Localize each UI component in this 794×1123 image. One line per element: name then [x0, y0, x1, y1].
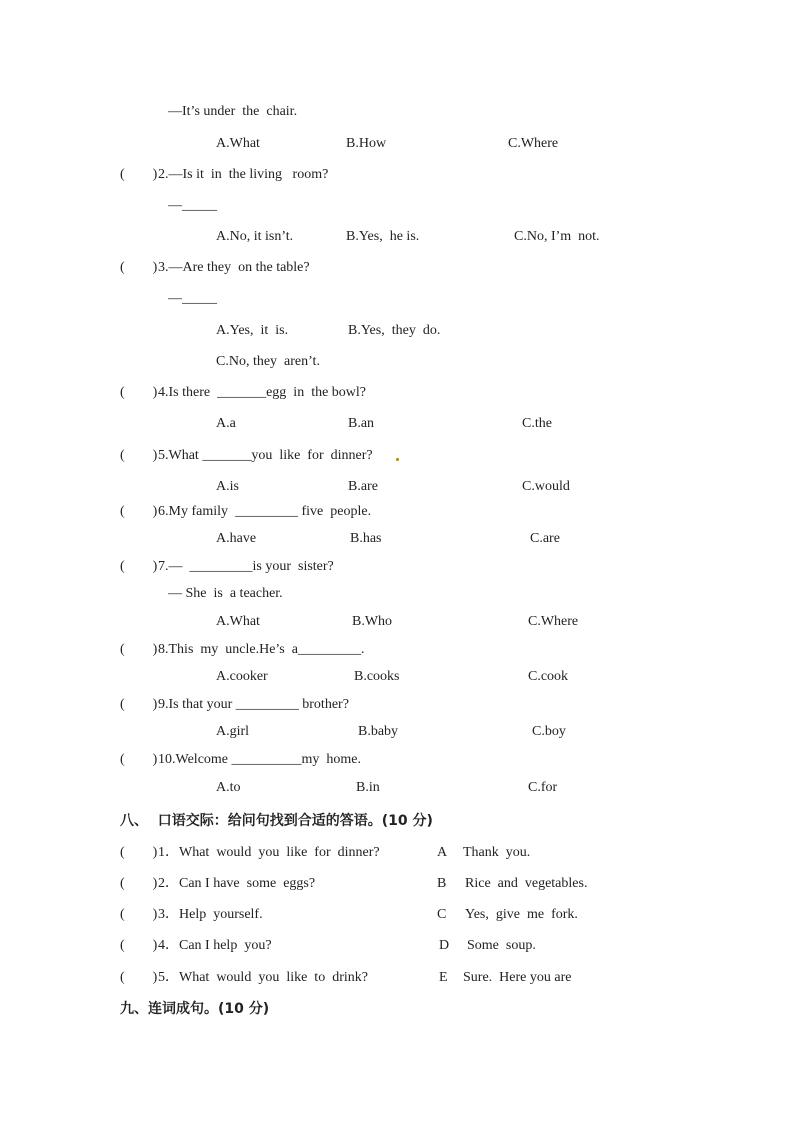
q10-option-a: A.to: [216, 780, 241, 795]
q5-option-a: A.is: [216, 479, 239, 494]
q7-paren[interactable]: ( ): [120, 559, 158, 574]
q3-blank[interactable]: —_____: [168, 291, 217, 306]
q5-paren[interactable]: ( ): [120, 448, 158, 463]
s8-row5-letter: E: [439, 970, 448, 985]
q10-option-c: C.for: [528, 780, 558, 795]
q4-option-c: C.the: [522, 416, 552, 431]
q8-stem: 8.This my uncle.He’s a_________.: [158, 642, 365, 657]
q2-blank[interactable]: —_____: [168, 198, 217, 213]
q4-option-a: A.a: [216, 416, 236, 431]
s8-row5-answer: Sure. Here you are: [463, 970, 572, 985]
q3-option-c: C.No, they aren’t.: [216, 354, 320, 369]
s8-row4-letter: D: [439, 938, 450, 953]
s8-row1-answer: Thank you.: [463, 845, 531, 860]
q3-stem: 3.—Are they on the table?: [158, 260, 310, 275]
s8-row2-answer: Rice and vegetables.: [465, 876, 588, 891]
q4-stem: 4.Is there _______egg in the bowl?: [158, 385, 367, 400]
section9-heading: 九、连词成句。(10 分): [120, 1001, 270, 1017]
q8-option-a: A.cooker: [216, 669, 268, 684]
s8-row3-answer: Yes, give me fork.: [465, 907, 578, 922]
q3-option-a: A.Yes, it is.: [216, 323, 289, 338]
q9-stem: 9.Is that your _________ brother?: [158, 697, 349, 712]
q1-option-b: B.How: [346, 136, 387, 151]
s8-row1-paren[interactable]: ( ): [120, 845, 158, 860]
q9-option-c: C.boy: [532, 724, 566, 739]
q6-paren[interactable]: ( ): [120, 504, 158, 519]
q8-option-c: C.cook: [528, 669, 569, 684]
s8-row4-paren[interactable]: ( ): [120, 938, 158, 953]
q9-option-a: A.girl: [216, 724, 250, 739]
s8-row2-letter: B: [437, 876, 447, 891]
s8-row3-letter: C: [437, 907, 447, 922]
q2-option-a: A.No, it isn’t.: [216, 229, 294, 244]
q2-stem: 2.—Is it in the living room?: [158, 167, 329, 182]
q2-paren[interactable]: ( ): [120, 167, 158, 182]
s8-row2-question: 2．Can I have some eggs?: [158, 876, 316, 891]
q6-option-b: B.has: [350, 531, 382, 546]
q2-option-c: C.No, I’m not.: [514, 229, 600, 244]
q5-option-c: C.would: [522, 479, 570, 494]
q4-option-b: B.an: [348, 416, 375, 431]
q4-paren[interactable]: ( ): [120, 385, 158, 400]
stray-mark: [396, 458, 399, 461]
q6-option-a: A.have: [216, 531, 257, 546]
q7-answer-line: — She is a teacher.: [168, 586, 283, 601]
s8-row4-answer: Some soup.: [467, 938, 536, 953]
q7-option-c: C.Where: [528, 614, 579, 629]
q9-paren[interactable]: ( ): [120, 697, 158, 712]
s8-row3-paren[interactable]: ( ): [120, 907, 158, 922]
q5-option-b: B.are: [348, 479, 378, 494]
q5-stem: 5.What _______you like for dinner?: [158, 448, 373, 463]
q7-option-b: B.Who: [352, 614, 393, 629]
q8-paren[interactable]: ( ): [120, 642, 158, 657]
q1-option-c: C.Where: [508, 136, 559, 151]
s8-row2-paren[interactable]: ( ): [120, 876, 158, 891]
q10-paren[interactable]: ( ): [120, 752, 158, 767]
s8-row4-question: 4．Can I help you?: [158, 938, 272, 953]
q10-stem: 10.Welcome __________my home.: [158, 752, 362, 767]
q1-option-a: A.What: [216, 136, 260, 151]
q6-stem: 6.My family _________ five people.: [158, 504, 372, 519]
s8-row5-paren[interactable]: ( ): [120, 970, 158, 985]
q3-option-b: B.Yes, they do.: [348, 323, 441, 338]
q1-answer-line: —It’s under the chair.: [168, 104, 298, 119]
q3-paren[interactable]: ( ): [120, 260, 158, 275]
section8-heading: 八、 口语交际：给问句找到合适的答语。(10 分): [120, 813, 433, 829]
s8-row1-letter: A: [437, 845, 448, 860]
q6-option-c: C.are: [530, 531, 560, 546]
s8-row5-question: 5．What would you like to drink?: [158, 970, 368, 985]
q7-option-a: A.What: [216, 614, 260, 629]
s8-row3-question: 3．Help yourself.: [158, 907, 263, 922]
q9-option-b: B.baby: [358, 724, 399, 739]
q8-option-b: B.cooks: [354, 669, 400, 684]
q2-option-b: B.Yes, he is.: [346, 229, 420, 244]
q10-option-b: B.in: [356, 780, 380, 795]
q7-stem: 7.— _________is your sister?: [158, 559, 334, 574]
s8-row1-question: 1．What would you like for dinner?: [158, 845, 380, 860]
